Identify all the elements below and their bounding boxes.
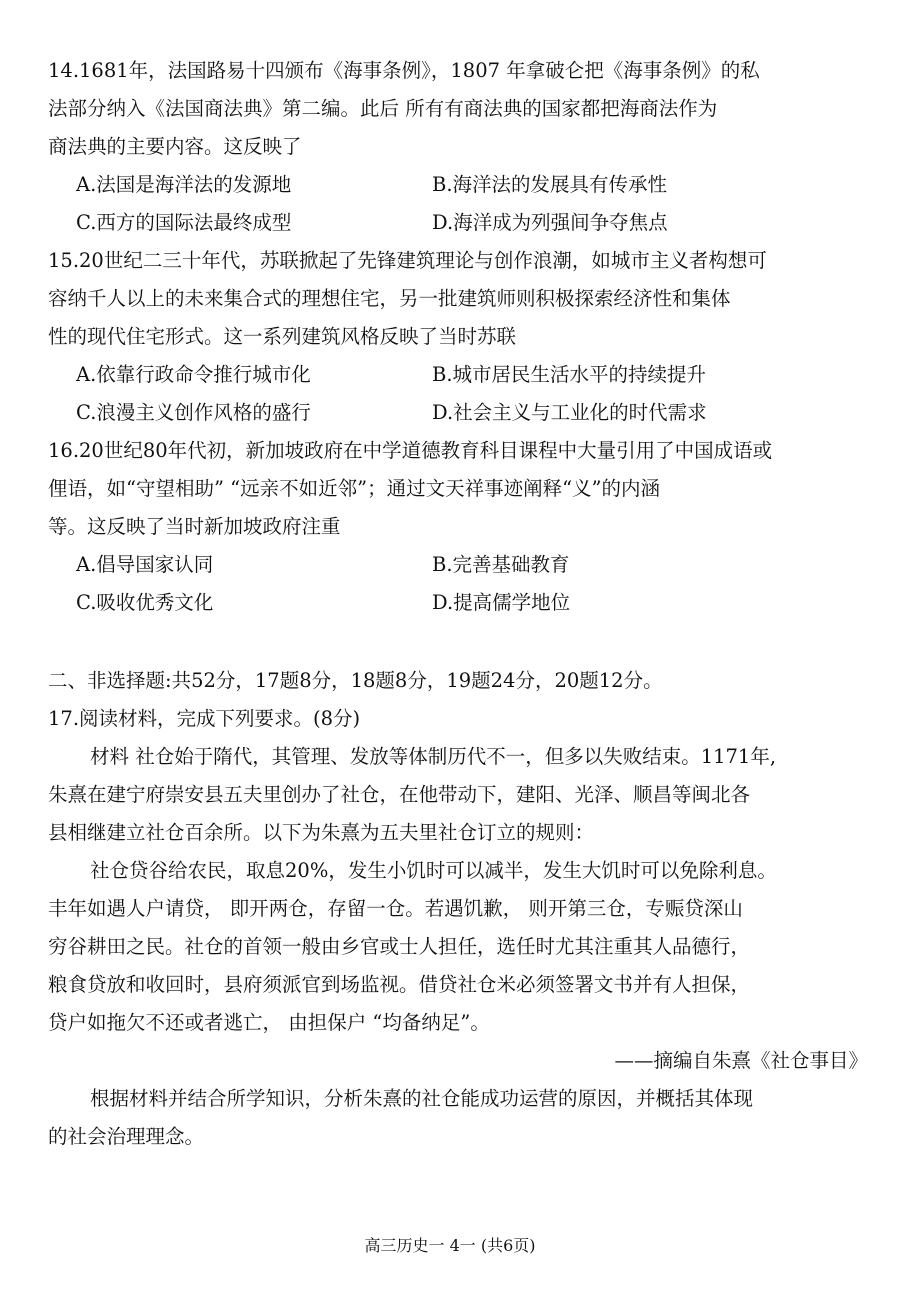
q17-rule-line-1: 社仓贷谷给农民，取息20%，发生小饥时可以减半，发生大饥时可以免除利息。 <box>90 859 777 882</box>
q14-option-d: D.海洋成为列强间争夺焦点 <box>432 211 668 234</box>
q15-stem-line-2: 容纳千人以上的未来集合式的理想住宅，另一批建筑师则积极探索经济性和集体 <box>48 287 731 310</box>
q17-rule-line-3: 穷谷耕田之民。社仓的首领一般由乡官或士人担任，选任时尤其注重其人品德行， <box>48 935 751 958</box>
q17-question-line-2: 的社会治理理念。 <box>48 1125 205 1148</box>
q17-rule-line-2: 丰年如遇人户请贷， 即开两仓，存留一仓。若遇饥歉， 则开第三仓，专赈贷深山 <box>48 897 743 920</box>
q16-option-c: C.吸收优秀文化 <box>76 591 214 614</box>
q14-stem-line-1: 14.1681年，法国路易十四颁布《海事条例》，1807 年拿破仑把《海事条例》的私 <box>48 59 760 82</box>
q16-option-d: D.提高儒学地位 <box>432 591 571 614</box>
q14-option-b: B.海洋法的发展具有传承性 <box>432 173 668 196</box>
q17-material-line-2: 朱熹在建宁府崇安县五夫里创办了社仓，在他带动下，建阳、光泽、顺昌等闽北各 <box>48 783 751 806</box>
q17-question-line-1: 根据材料并结合所学知识，分析朱熹的社仓能成功运营的原因，并概括其体现 <box>90 1087 754 1110</box>
q17-title: 17.阅读材料，完成下列要求。(8分) <box>48 707 361 730</box>
q16-option-b: B.完善基础教育 <box>432 553 570 576</box>
q15-stem-line-1: 15.20世纪二三十年代，苏联掀起了先锋建筑理论与创作浪潮，如城市主义者构想可 <box>48 249 767 272</box>
q14-option-a: A.法国是海洋法的发源地 <box>76 173 292 196</box>
q15-option-a: A.依靠行政命令推行城市化 <box>76 363 311 386</box>
q16-stem-line-3: 等。这反映了当时新加坡政府注重 <box>48 515 341 538</box>
q16-stem-line-2: 俚语，如“守望相助” “远亲不如近邻”；通过文天祥事迹阐释“义”的内涵 <box>48 477 661 500</box>
q16-option-a: A.倡导国家认同 <box>76 553 214 576</box>
q15-option-d: D.社会主义与工业化的时代需求 <box>432 401 707 424</box>
page-footer: 高三历史一 4一 (共6页) <box>364 1236 536 1255</box>
q14-stem-line-3: 商法典的主要内容。这反映了 <box>48 135 302 158</box>
q17-material-line-3: 县相继建立社仓百余所。以下为朱熹为五夫里社仓订立的规则： <box>48 821 595 844</box>
q14-option-c: C.西方的国际法最终成型 <box>76 211 292 234</box>
q17-source-citation: ——摘编自朱熹《社仓事目》 <box>614 1049 868 1072</box>
q15-option-c: C.浪漫主义创作风格的盛行 <box>76 401 311 424</box>
q17-rule-line-5: 贷户如拖欠不还或者逃亡， 由担保户 “均备纳足”。 <box>48 1011 490 1034</box>
q14-stem-line-2: 法部分纳入《法国商法典》第二编。此后 所有有商法典的国家都把海商法作为 <box>48 97 718 120</box>
section-2-heading: 二、非选择题:共52分，17题8分，18题8分，19题24分，20题12分。 <box>48 669 663 692</box>
q17-material-line-1: 材料 社仓始于隋代，其管理、发放等体制历代不一，但多以失败结束。1171年, <box>90 745 777 768</box>
q15-option-b: B.城市居民生活水平的持续提升 <box>432 363 707 386</box>
q16-stem-line-1: 16.20世纪80年代初，新加坡政府在中学道德教育科目课程中大量引用了中国成语或 <box>48 439 773 462</box>
q17-rule-line-4: 粮食贷放和收回时，县府须派官到场监视。借贷社仓米必须签署文书并有人担保， <box>48 973 751 996</box>
q15-stem-line-3: 性的现代住宅形式。这一系列建筑风格反映了当时苏联 <box>48 325 517 348</box>
